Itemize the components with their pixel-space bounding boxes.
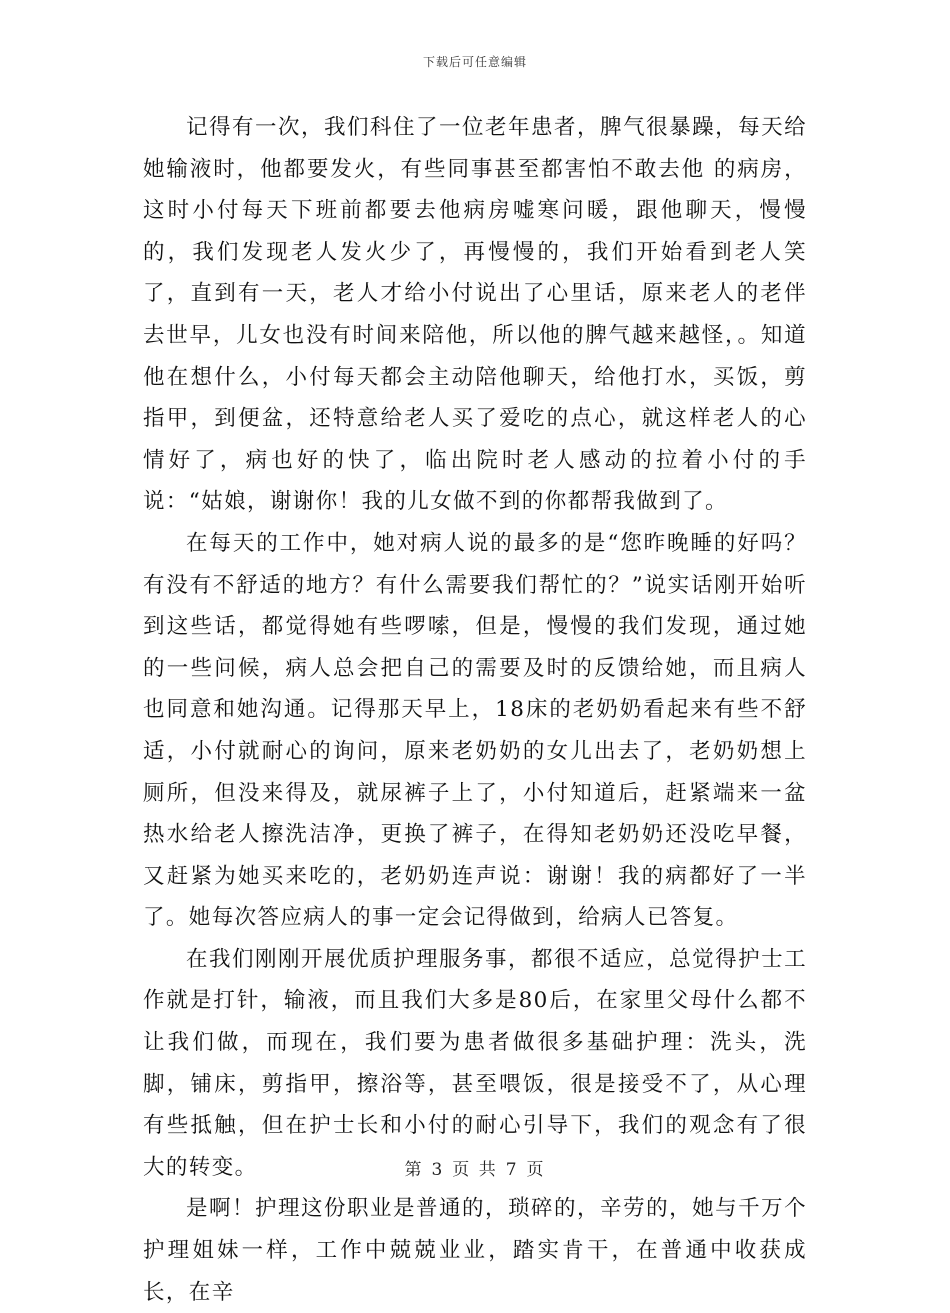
paragraph: 在每天的工作中，她对病人说的最多的是“您昨晚睡的好吗？有没有不舒适的地方？有什么需要我们帮忙的？”说实话刚开始听到这些话，都觉得她有些啰嗦，但是，慢慢的我们发现，通过她的一些问候，病人总会把自己的需要及时的反馈给她，而且病人也同意和她沟通。记得那天早上，18床的老奶奶看起来有些不舒适，小付就耐心的询问，原来老奶奶的女儿出去了，老奶奶想上厕所，但没来得及，就尿裤子上了，小付知道后，赶紧端来一盆热水给老人擦洗洁净，更换了裤子，在得知老奶奶还没吃早餐，又赶紧为她买来吃的，老奶奶连声说：谢谢！我的病都好了一半了。她每次答应病人的事一定会记得做到，给病人已答复。 bbox=[143, 530, 807, 931]
total-page-number: 7 bbox=[505, 1160, 519, 1180]
paragraph: 是啊！护理这份职业是普通的，琐碎的，辛劳的，她与千万个护理姐妹一样，工作中兢兢业业，踏实肯干，在普通中收获成长，在辛 bbox=[143, 1196, 807, 1305]
paragraph: 记得有一次，我们科住了一位老年患者，脾气很暴躁，每天给她输液时，他都要发火，有些同事甚至都害怕不敢去他 的病房，这时小付每天下班前都要去他病房嘘寒问暖，跟他聊天，慢慢的，我们发现老人发火少了，再慢慢的，我们开始看到老人笑了，直到有一天，老人才给小付说出了心里话，原来老人的老伴去世早，儿女也没有时间来陪他，所以他的脾气越来越怪，。知道他在想什么，小付每天都会主动陪他聊天，给他打水，买饭，剪指甲，到便盆，还特意给老人买了爱吃的点心，就这样老人的心情好了，病也好的快了，临出院时老人感动的拉着小付的手说：“姑娘，谢谢你！我的儿女做不到的你都帮我做到了。 bbox=[143, 115, 807, 515]
current-page-number: 3 bbox=[431, 1160, 445, 1180]
page-footer bbox=[0, 1155, 950, 1180]
footer-prefix: 第 bbox=[404, 1160, 424, 1180]
document-body bbox=[143, 107, 807, 1313]
paragraph: 在我们刚刚开展优质护理服务事，都很不适应，总觉得护士工作就是打针，输液，而且我们大多是80后，在家里父母什么都不让我们做，而现在，我们要为患者做很多基础护理：洗头，洗脚，铺床，剪指甲，擦浴等，甚至喂饭，很是接受不了，从心理有些抵触，但在护士长和小付的耐心引导下，我们的观念有了很大的转变。 bbox=[143, 946, 807, 1180]
page-header: 下载后可任意编辑 bbox=[422, 55, 527, 69]
footer-middle: 页 共 bbox=[452, 1160, 498, 1180]
footer-suffix: 页 bbox=[526, 1160, 546, 1180]
